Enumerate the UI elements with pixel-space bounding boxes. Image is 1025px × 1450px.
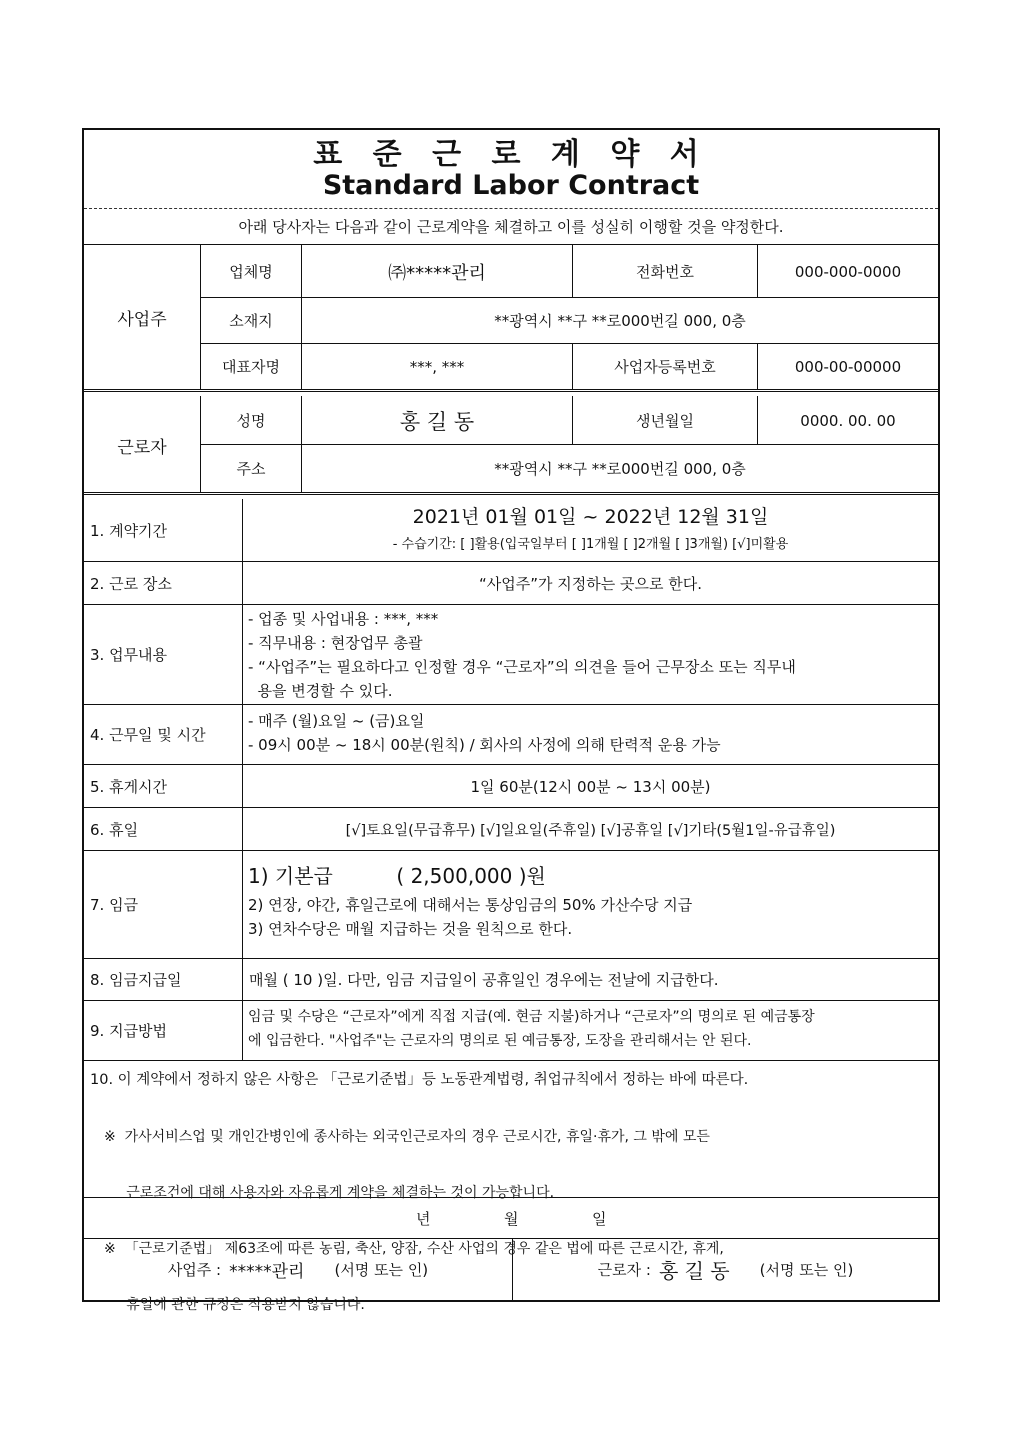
rest-label: 5. 휴게시간 (90, 777, 168, 796)
rep-value: ***, *** (409, 357, 465, 376)
workdays-lines (248, 709, 936, 761)
title-english: Standard Labor Contract (322, 169, 700, 201)
period-label: 1. 계약기간 (90, 521, 168, 540)
birth-value: 0000. 00. 00 (800, 411, 896, 430)
payday-label: 8. 임금지급일 (90, 971, 182, 989)
rest-value: 1일 60분(12시 00분 ~ 13시 00분) (470, 777, 711, 796)
payment-lines (248, 1005, 936, 1057)
payday-value: 매월 ( 10 )일. 다만, 임금 지급일이 공휴일인 경우에는 전날에 지급한다. (249, 971, 719, 989)
duties-line: - “사업주”는 필요하다고 인정할 경우 “근로자”의 의견을 들어 근무장소 또는 직무내 (248, 658, 796, 676)
contract-document (82, 128, 940, 1313)
employer-sign-name: *****관리 (229, 1262, 305, 1282)
duties-line: - 업종 및 사업내용 : ***, *** (248, 610, 439, 628)
employer-section-label: 사업주 (117, 310, 167, 330)
payment-label: 9. 지급방법 (90, 1021, 168, 1040)
worker-address-label: 주소 (236, 460, 266, 478)
employer-address-value: **광역시 **구 **로000번길 000, 0층 (494, 312, 746, 330)
rep-label: 대표자명 (222, 358, 280, 376)
wage-line: 2) 연장, 야간, 휴일근로에 대해서는 통상임금의 50% 가산수당 지급 (248, 896, 693, 914)
name-label: 성명 (236, 412, 266, 430)
payment-line: 임금 및 수당은 “근로자”에게 직접 지급(예. 현금 지불)하거나 “근로자”의 명의로 된 예금통장 (248, 1009, 815, 1025)
payment-line: 에 입금한다. "사업주"는 근로자의 명의로 된 예금통장, 도장을 관리해서는 안 된다. (248, 1033, 752, 1049)
date-line (84, 1198, 938, 1238)
wage-base: 1) 기본급 ( 2,500,000 )원 (248, 864, 546, 888)
phone-label: 전화번호 (636, 263, 694, 281)
holidays-value: [√]토요일(무급휴무) [√]일요일(주휴일) [√]공휴일 [√]기타(5월1일-유급휴일) (345, 822, 836, 839)
worker-sign-prefix: 근로자 : (597, 1261, 651, 1279)
clause10-note: 휴일에 관한 규정은 적용받지 않습니다. (104, 1297, 365, 1313)
name-value: 홍 길 동 (399, 409, 475, 434)
intro-text: 아래 당사자는 다음과 같이 근로계약을 체결하고 이를 성실히 이행할 것을 약정한다. (238, 217, 784, 236)
clause10-note: ※ 가사서비스업 및 개인간병인에 종사하는 외국인근로자의 경우 근로시간, 휴일·휴가, 그 밖에 모든 (104, 1129, 710, 1145)
holidays-label: 6. 휴일 (90, 820, 139, 839)
worker-section-label: 근로자 (117, 437, 167, 458)
birth-label: 생년월일 (636, 412, 694, 430)
employer-signature (84, 1239, 512, 1300)
period-sub: - 수습기간: [ ]활용(입국일부터 [ ]1개월 [ ]2개월 [ ]3개월) [√]미활용 (392, 537, 789, 552)
place-value: “사업주”가 지정하는 곳으로 한다. (479, 574, 702, 593)
wage-lines (248, 893, 936, 945)
duties-line: 용을 변경할 수 있다. (248, 682, 393, 700)
worker-address-value: **광역시 **구 **로000번길 000, 0층 (494, 460, 746, 478)
place-label: 2. 근로 장소 (90, 574, 172, 593)
workdays-label: 4. 근무일 및 시간 (90, 725, 206, 744)
workdays-line: - 09시 00분 ~ 18시 00분(원칙) / 회사의 사정에 의해 탄력적 운용 가능 (248, 736, 721, 754)
employer-sign-prefix: 사업주 : (167, 1261, 222, 1279)
workdays-line: - 매주 (월)요일 ~ (금)요일 (248, 712, 425, 730)
date-year: 년 (416, 1210, 431, 1228)
duties-lines (248, 607, 936, 703)
wage-line: 3) 연차수당은 매월 지급하는 것을 원칙으로 한다. (248, 920, 573, 938)
address-label: 소재지 (229, 312, 273, 330)
wage-label: 7. 임금 (90, 895, 139, 914)
duties-line: - 직무내용 : 현장업무 총괄 (248, 634, 423, 652)
date-day: 일 (592, 1210, 607, 1228)
worker-sign-name: 홍 길 동 (658, 1259, 730, 1283)
regno-value: 000-00-00000 (794, 357, 902, 376)
employer-sign-note: (서명 또는 인) (334, 1261, 429, 1279)
company-value: ㈜*****관리 (388, 262, 486, 284)
worker-signature (513, 1239, 938, 1300)
phone-value: 000-000-0000 (794, 262, 902, 281)
worker-sign-note: (서명 또는 인) (759, 1261, 854, 1279)
duties-label: 3. 업무내용 (90, 646, 168, 664)
company-label: 업체명 (229, 263, 273, 281)
clause10-note: 근로조건에 대해 사용자와 자유롭게 계약을 체결하는 것이 가능합니다. (104, 1185, 555, 1201)
period-main: 2021년 01월 01일 ~ 2022년 12월 31일 (412, 506, 769, 528)
clause10-heading: 10. 이 계약에서 정하지 않은 사항은 「근로기준법」등 노동관계법령, 취업규칙에서 정하는 바에 따른다. (90, 1072, 749, 1088)
clause10-note: ※ 「근로기준법」 제63조에 따른 농림, 축산, 양잠, 수산 사업의 경우 같은 법에 따른 근로시간, 휴게, (104, 1241, 724, 1257)
title-korean: 표 준 근 로 계 약 서 (313, 137, 709, 172)
regno-label: 사업자등록번호 (614, 358, 716, 376)
date-month: 월 (504, 1210, 519, 1228)
